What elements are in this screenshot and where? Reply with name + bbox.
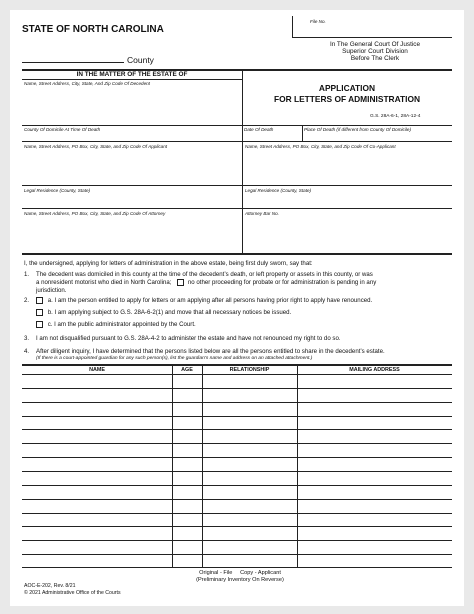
cell-age[interactable] xyxy=(173,500,201,513)
date-of-death-hint: Date Of Death xyxy=(244,127,274,132)
table-row xyxy=(22,485,452,499)
court-line-3: Before The Clerk xyxy=(350,55,400,62)
copyright: © 2021 Administrative Office of the Courts xyxy=(24,589,121,596)
attorney-field[interactable] xyxy=(24,218,240,251)
table-row xyxy=(22,471,452,485)
cell-age[interactable] xyxy=(173,458,201,471)
cell-age[interactable] xyxy=(173,430,201,443)
domicile-field[interactable] xyxy=(24,133,240,140)
cell-mailing-address[interactable] xyxy=(298,514,451,527)
place-of-death-hint: Place Of Death (if different from County Of Domicile) xyxy=(304,127,411,132)
item-2a-checkbox[interactable] xyxy=(36,297,43,304)
county-label: County xyxy=(127,55,154,65)
table-row xyxy=(22,540,452,554)
date-of-death-field[interactable] xyxy=(244,133,300,140)
cell-mailing-address[interactable] xyxy=(298,486,451,499)
table-row xyxy=(22,388,452,402)
col-header-relationship: RELATIONSHIP xyxy=(229,367,270,373)
table-header-row xyxy=(22,366,452,374)
form-number: AOC-E-202, Rev. 8/21 xyxy=(24,583,76,589)
form-title-line-2: FOR LETTERS OF ADMINISTRATION xyxy=(273,94,421,104)
cell-mailing-address[interactable] xyxy=(298,541,451,554)
table-row xyxy=(22,513,452,527)
file-no-field[interactable] xyxy=(296,19,308,37)
item-2c-text: c. I am the public administrator appointed by the Court. xyxy=(47,321,196,329)
cell-age[interactable] xyxy=(173,555,201,568)
cell-age[interactable] xyxy=(173,527,201,540)
cell-age[interactable] xyxy=(173,444,201,457)
item-2b-checkbox[interactable] xyxy=(36,309,43,316)
cell-name[interactable] xyxy=(23,486,171,499)
cell-name[interactable] xyxy=(23,430,171,443)
item-2c-checkbox[interactable] xyxy=(36,321,43,328)
item-1-line-c: no other proceeding for probate or for administration is pending in any xyxy=(187,279,377,287)
legal-residence-field-1[interactable] xyxy=(24,194,240,206)
cell-name[interactable] xyxy=(23,444,171,457)
attorney-hint: Name, Street Address, PO Box, City, State, and Zip Code Of Attorney xyxy=(24,211,166,216)
item-2b-text: b. I am applying subject to G.S. 28A-6-2(1) and move that all necessary notices be issued. xyxy=(47,309,292,317)
item-1-line-d: jurisdiction. xyxy=(36,287,67,294)
cell-age[interactable] xyxy=(173,389,201,402)
item-1-checkbox[interactable] xyxy=(177,279,184,286)
attorney-bar-hint: Attorney Bar No. xyxy=(245,211,279,216)
decedent-field[interactable] xyxy=(24,88,240,122)
cell-name[interactable] xyxy=(23,514,171,527)
county-underline xyxy=(22,62,124,63)
beneficiary-table xyxy=(22,364,452,568)
cell-relationship[interactable] xyxy=(203,375,296,388)
cell-mailing-address[interactable] xyxy=(298,417,451,430)
table-row xyxy=(22,499,452,513)
item-3-number: 3. xyxy=(24,335,30,342)
col-header-name: NAME xyxy=(89,367,105,373)
court-line-1: In The General Court Of Justice xyxy=(329,41,421,48)
table-row xyxy=(22,443,452,457)
cell-age[interactable] xyxy=(173,403,201,416)
cell-mailing-address[interactable] xyxy=(298,430,451,443)
cell-name[interactable] xyxy=(23,375,171,388)
cell-age[interactable] xyxy=(173,514,201,527)
cell-age[interactable] xyxy=(173,486,201,499)
cell-name[interactable] xyxy=(23,389,171,402)
cell-relationship[interactable] xyxy=(203,403,296,416)
cell-name[interactable] xyxy=(23,472,171,485)
court-line-2: Superior Court Division xyxy=(342,48,408,55)
domicile-hint: County Of Domicile At Time Of Death xyxy=(24,127,101,132)
cell-mailing-address[interactable] xyxy=(298,375,451,388)
statute-reference: G.S. 28A-6-1, 28A-12-4 xyxy=(370,114,421,119)
cell-mailing-address[interactable] xyxy=(298,389,451,402)
cell-relationship[interactable] xyxy=(203,486,296,499)
cell-relationship[interactable] xyxy=(203,541,296,554)
cell-name[interactable] xyxy=(23,458,171,471)
legal-residence-hint-2: Legal Residence (County, State) xyxy=(245,188,312,193)
cell-relationship[interactable] xyxy=(203,472,296,485)
applicant-field[interactable] xyxy=(24,151,240,183)
cell-mailing-address[interactable] xyxy=(298,458,451,471)
attorney-bar-field[interactable] xyxy=(245,218,450,251)
cell-mailing-address[interactable] xyxy=(298,472,451,485)
cell-relationship[interactable] xyxy=(203,389,296,402)
form-title-line-1: APPLICATION xyxy=(318,83,376,93)
item-1-line-b: a nonresident motorist who died in North Carolina; xyxy=(36,279,172,287)
cell-relationship[interactable] xyxy=(203,458,296,471)
cell-age[interactable] xyxy=(173,541,201,554)
cell-relationship[interactable] xyxy=(203,444,296,457)
cell-name[interactable] xyxy=(23,417,171,430)
item-1-number: 1. xyxy=(24,271,30,278)
cell-relationship[interactable] xyxy=(203,500,296,513)
decedent-hint: Name, Street Address, City, State, And Zip Code Of Decedent xyxy=(24,81,150,86)
applicant-hint: Name, Street Address, PO Box, City, State, and Zip Code Of Applicant xyxy=(24,144,168,149)
cell-name[interactable] xyxy=(23,555,171,568)
cell-age[interactable] xyxy=(173,472,201,485)
table-row xyxy=(22,416,452,430)
table-row xyxy=(22,457,452,471)
table-row xyxy=(22,374,452,388)
cell-name[interactable] xyxy=(23,403,171,416)
cell-mailing-address[interactable] xyxy=(298,444,451,457)
cell-age[interactable] xyxy=(173,417,201,430)
cell-name[interactable] xyxy=(23,500,171,513)
table-row xyxy=(22,402,452,416)
cell-mailing-address[interactable] xyxy=(298,500,451,513)
cell-age[interactable] xyxy=(173,375,201,388)
cell-mailing-address[interactable] xyxy=(298,555,451,568)
state-title: STATE OF NORTH CAROLINA xyxy=(22,24,164,35)
cell-relationship[interactable] xyxy=(203,430,296,443)
place-of-death-field[interactable] xyxy=(304,133,450,140)
cell-relationship[interactable] xyxy=(203,514,296,527)
co-applicant-hint: Name, Street Address, PO Box, City, State, and Zip Code Of Co-Applicant xyxy=(245,144,396,149)
intro-statement: I, the undersigned, applying for letters of administration in the above estate, being first duly sworn, say that: xyxy=(24,260,313,267)
table-row xyxy=(22,429,452,443)
legal-residence-field-2[interactable] xyxy=(245,194,450,206)
estate-matter-heading: IN THE MATTER OF THE ESTATE OF xyxy=(76,71,188,78)
col-header-mailing-address: MAILING ADDRESS xyxy=(349,367,400,373)
cell-name[interactable] xyxy=(23,541,171,554)
form-page xyxy=(10,10,464,606)
legal-residence-hint-1: Legal Residence (County, State) xyxy=(24,188,91,193)
inventory-note: (Preliminary Inventory On Reverse) xyxy=(196,576,284,583)
co-applicant-field[interactable] xyxy=(245,151,450,183)
file-no-label: File No. xyxy=(310,19,326,24)
cell-mailing-address[interactable] xyxy=(298,403,451,416)
copy-distribution: Original - File Copy - Applicant xyxy=(199,570,281,576)
cell-relationship[interactable] xyxy=(203,527,296,540)
item-1-line-a: The decedent was domiciled in this county at the time of the decedent’s death, or left property or assets in this county, or was xyxy=(36,271,373,278)
item-4-number: 4. xyxy=(24,348,30,355)
item-4-note: (If there is a court-appointed guardian for any such person(s), list the guardian’s name and address on an attached attachment.) xyxy=(36,356,313,361)
cell-relationship[interactable] xyxy=(203,417,296,430)
cell-relationship[interactable] xyxy=(203,555,296,568)
item-2-number: 2. xyxy=(24,297,30,304)
col-header-age: AGE xyxy=(181,367,193,373)
cell-name[interactable] xyxy=(23,527,171,540)
item-3-text: I am not disqualified pursuant to G.S. 28A-4-2 to administer the estate and have not renounced my right to do so. xyxy=(36,335,341,342)
item-2a-text: a. I am the person entitled to apply for letters or am applying after all persons having prior right to apply have renounced. xyxy=(47,297,373,305)
table-row xyxy=(22,554,452,568)
item-4-text: After diligent inquiry, I have determined that the persons listed below are all the persons entitled to share in the decedent’s estate. xyxy=(36,348,385,355)
cell-mailing-address[interactable] xyxy=(298,527,451,540)
table-row xyxy=(22,526,452,540)
